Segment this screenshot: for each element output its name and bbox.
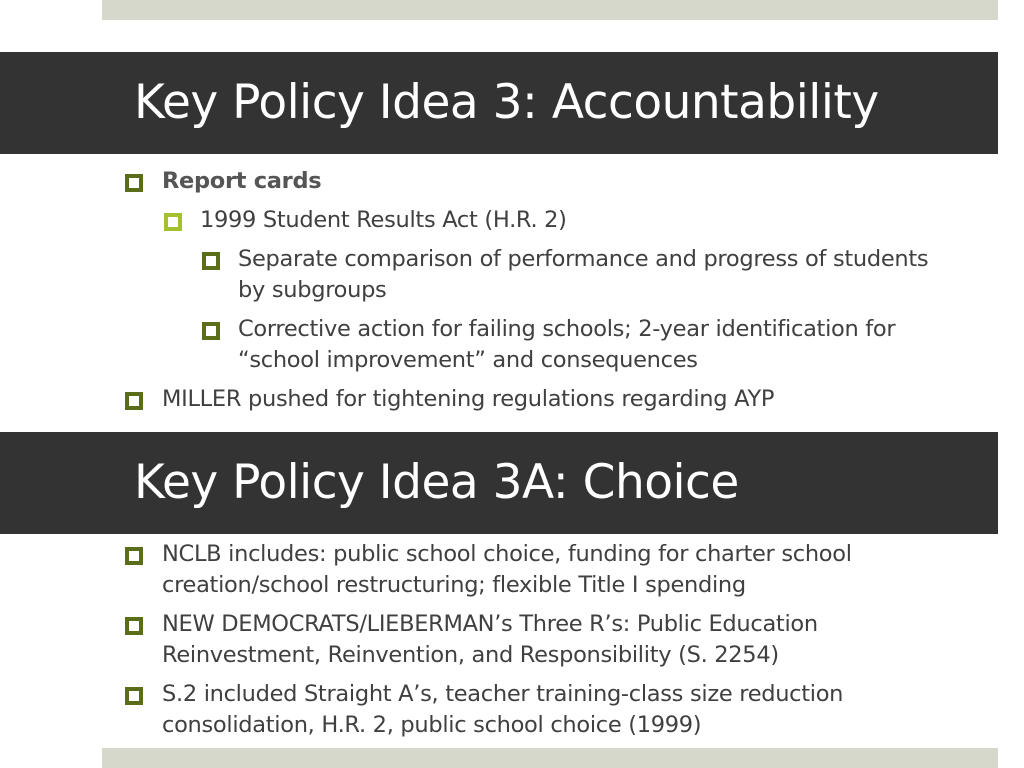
bullet-icon xyxy=(125,392,143,410)
list-item: NCLB includes: public school choice, funding for charter school creation/school restructuring; flexible Title I spending xyxy=(162,541,852,598)
bullet-icon xyxy=(125,547,143,565)
list-item: NEW DEMOCRATS/LIEBERMAN’s Three R’s: Public Education Reinvestment, Reinvention, and Responsibility (S. 2254) xyxy=(162,611,818,668)
list-item: MILLER pushed for tightening regulations regarding AYP xyxy=(162,386,775,412)
bullet-icon xyxy=(125,617,143,635)
bullet-icon xyxy=(202,322,220,340)
bottom-decor-bar xyxy=(102,748,998,768)
bullet-icon xyxy=(125,174,143,192)
title-band-1 xyxy=(0,52,998,154)
slide-title: Key Policy Idea 3A: Choice xyxy=(134,455,739,510)
bullet-icon xyxy=(125,687,143,705)
list-item: S.2 included Straight A’s, teacher training-class size reduction consolidation, H.R. 2, public school choice (1999) xyxy=(162,681,844,738)
list-item: Report cards xyxy=(162,168,322,194)
bullet-icon xyxy=(164,213,182,231)
list-item: Corrective action for failing schools; 2-year identification for “school improvement” and consequences xyxy=(238,316,896,373)
bullet-icon xyxy=(202,252,220,270)
title-band-2 xyxy=(0,432,998,534)
list-item: 1999 Student Results Act (H.R. 2) xyxy=(200,207,567,233)
list-item: Separate comparison of performance and progress of students by subgroups xyxy=(238,246,929,303)
top-decor-bar xyxy=(102,0,998,20)
slide-title: Key Policy Idea 3: Accountability xyxy=(134,75,879,130)
